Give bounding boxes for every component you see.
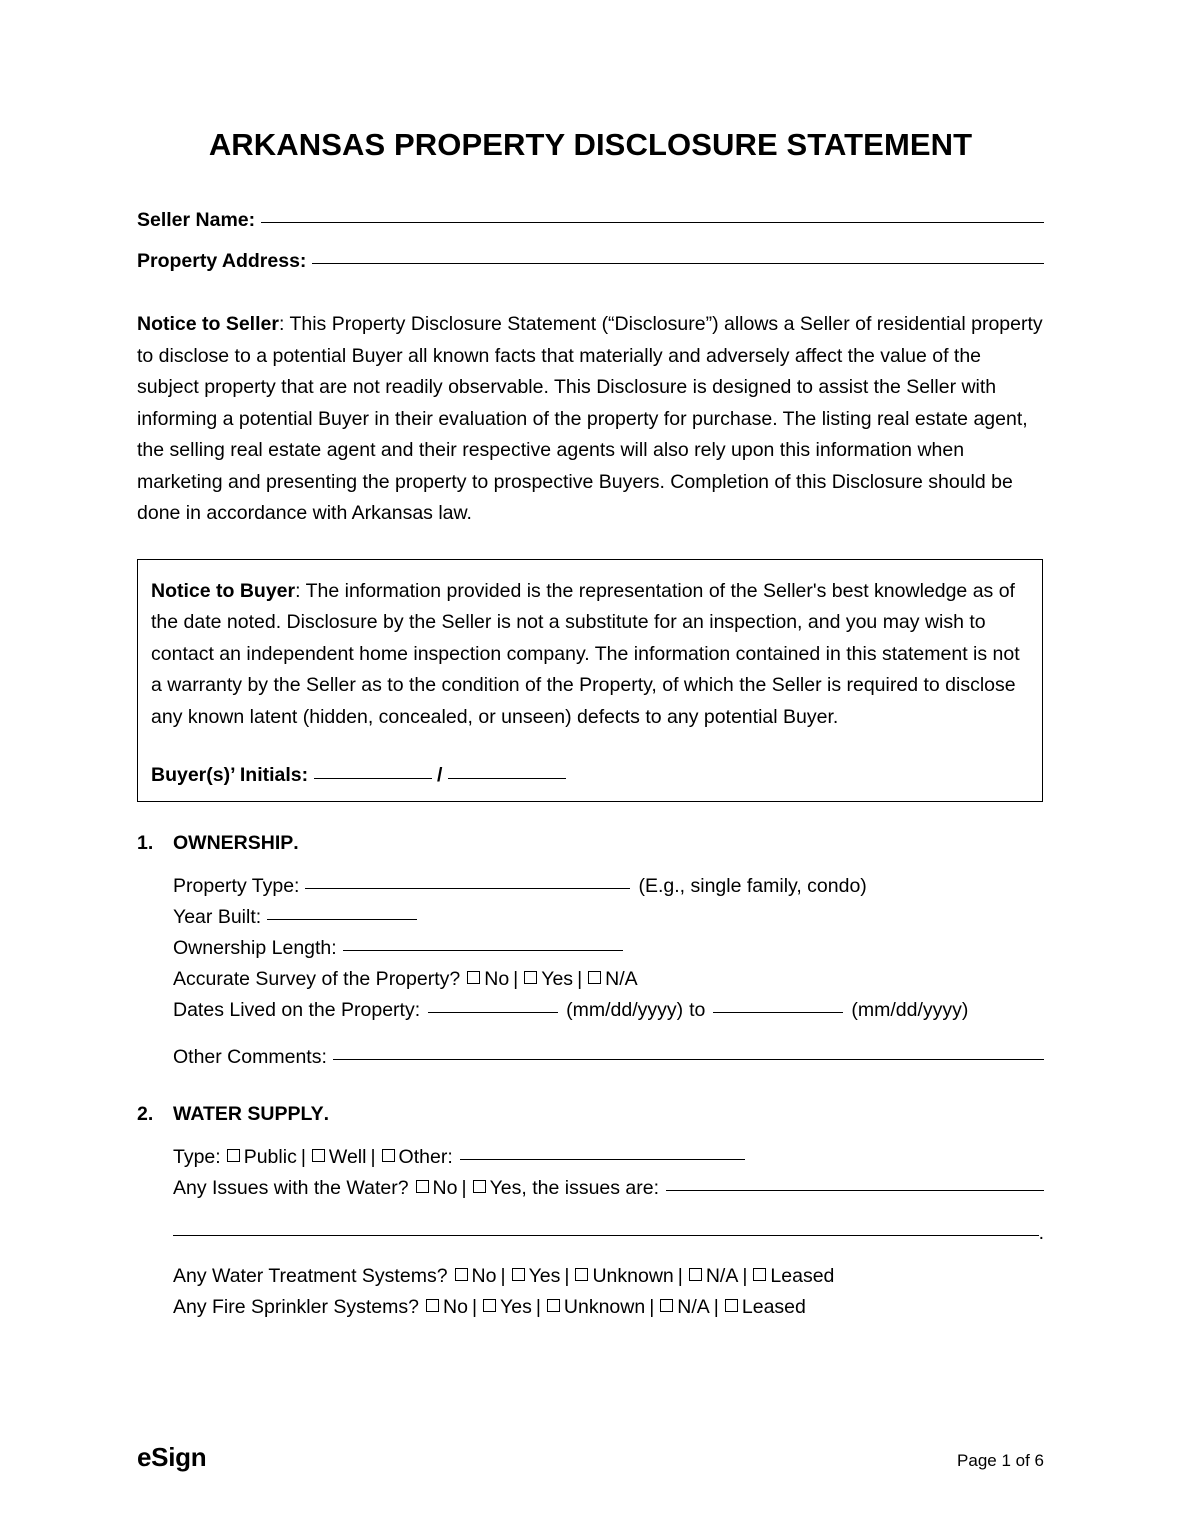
checkbox-treatment-yes[interactable] — [512, 1268, 525, 1281]
buyer-initials-input-2[interactable] — [448, 778, 566, 779]
page-footer — [137, 1442, 1044, 1473]
notice-to-buyer-label: Notice to Buyer — [151, 579, 296, 602]
checkbox-sprinkler-no[interactable] — [426, 1299, 439, 1312]
buyer-initials-row — [151, 764, 1028, 787]
separator-pipe: | — [677, 1265, 683, 1288]
sprinkler-option-unknown: Unknown — [563, 1296, 646, 1319]
ownership-length-input[interactable] — [343, 950, 623, 951]
water-type-other-input[interactable] — [460, 1159, 745, 1160]
water-type-label: Type: — [173, 1146, 221, 1169]
dates-lived-label: Dates Lived on the Property: — [173, 999, 421, 1022]
year-built-label: Year Built: — [173, 906, 262, 929]
dates-to-label: to — [689, 999, 706, 1022]
other-comments-row — [173, 1042, 1044, 1073]
dates-lived-start-input[interactable] — [428, 1012, 558, 1013]
dates-format-hint-1: (mm/dd/yyyy) — [566, 999, 684, 1022]
sprinkler-option-yes: Yes — [500, 1296, 532, 1319]
other-comments-label: Other Comments: — [173, 1046, 327, 1069]
section-ownership-number: 1. — [137, 832, 154, 855]
dates-lived-row — [173, 995, 1044, 1026]
water-type-option-public: Public — [243, 1146, 297, 1169]
checkbox-survey-yes[interactable] — [524, 971, 537, 984]
seller-name-row — [137, 209, 1044, 232]
checkbox-water-type-well[interactable] — [312, 1149, 325, 1162]
checkbox-treatment-na[interactable] — [689, 1268, 702, 1281]
water-issues-option-no: No — [432, 1177, 458, 1200]
section-ownership-heading — [137, 832, 1044, 855]
water-issues-row — [173, 1173, 1044, 1204]
property-type-row — [173, 871, 1044, 902]
notice-to-seller-paragraph — [137, 309, 1044, 530]
treatment-option-leased: Leased — [770, 1265, 835, 1288]
seller-name-label: Seller Name: — [137, 209, 256, 232]
year-built-input[interactable] — [267, 919, 417, 920]
notice-to-seller-body: : This Property Disclosure Statement (“Disclosure”) allows a Seller of residential property to disclose to a potential Buyer all known facts that materially and adversely affect the value of the subject property that are not readily observable. This Disclosure is designed to assist the Seller with informing a potential Buyer in their evaluation of the property for purchase. The listing real estate agent, the selling real estate agent and their respective agents will also rely upon this information when marketing and presenting the property to prospective Buyers. Completion of this Disclosure should be done in accordance with Arkansas law. — [137, 313, 1043, 525]
checkbox-water-issues-yes[interactable] — [473, 1180, 486, 1193]
checkbox-water-type-public[interactable] — [227, 1149, 240, 1162]
page-title: ARKANSAS PROPERTY DISCLOSURE STATEMENT — [208, 127, 973, 162]
water-issues-row-continued — [173, 1218, 1044, 1249]
section-water-supply-heading — [137, 1103, 1044, 1126]
treatment-option-no: No — [471, 1265, 497, 1288]
property-address-row — [137, 250, 1044, 273]
dates-format-hint-2: (mm/dd/yyyy) — [851, 999, 969, 1022]
separator-pipe: | — [713, 1296, 719, 1319]
water-type-option-other: Other: — [398, 1146, 453, 1169]
separator-pipe: | — [513, 968, 519, 991]
survey-option-no: No — [484, 968, 510, 991]
checkbox-sprinkler-unknown[interactable] — [547, 1299, 560, 1312]
checkbox-treatment-unknown[interactable] — [575, 1268, 588, 1281]
property-type-input[interactable] — [305, 888, 630, 889]
section-ownership — [137, 832, 1044, 1073]
property-type-hint: (E.g., single family, condo) — [638, 875, 867, 898]
separator-pipe: | — [742, 1265, 748, 1288]
esign-logo: eSign — [137, 1442, 207, 1472]
water-treatment-label: Any Water Treatment Systems? — [173, 1265, 448, 1288]
separator-pipe: | — [577, 968, 583, 991]
water-issues-end-period: . — [1038, 1222, 1044, 1245]
dates-lived-end-input[interactable] — [713, 1012, 843, 1013]
section-water-supply-number: 2. — [137, 1103, 154, 1126]
treatment-option-na: N/A — [705, 1265, 739, 1288]
notice-to-buyer-body: : The information provided is the representation of the Seller's best knowledge as of the date noted. Disclosure by the Seller is not a substitute for an inspection, and you may wish to contact an independent home inspection company. The information contained in this statement is not a warranty by the Seller as to the condition of the Property, of which the Seller is required to disclose any known latent (hidden, concealed, or unseen) defects to any potential Buyer. — [151, 579, 1020, 728]
buyer-initials-label: Buyer(s)’ Initials: — [151, 764, 309, 787]
survey-option-yes: Yes — [541, 968, 574, 991]
separator-pipe: | — [461, 1177, 467, 1200]
separator-pipe: | — [564, 1265, 570, 1288]
sprinkler-option-na: N/A — [677, 1296, 710, 1319]
survey-option-na: N/A — [605, 968, 638, 991]
section-water-supply — [137, 1103, 1044, 1323]
water-issues-label: Any Issues with the Water? — [173, 1177, 409, 1200]
property-type-label: Property Type: — [173, 875, 300, 898]
buyer-initials-input-1[interactable] — [314, 778, 432, 779]
property-address-label: Property Address: — [137, 250, 307, 273]
separator-pipe: | — [471, 1296, 478, 1319]
section-water-supply-title: WATER SUPPLY — [173, 1103, 324, 1126]
checkbox-survey-na[interactable] — [588, 971, 601, 984]
checkbox-sprinkler-na[interactable] — [660, 1299, 673, 1312]
water-type-option-well: Well — [328, 1146, 367, 1169]
page-content — [137, 0, 1044, 1323]
separator-pipe: | — [370, 1146, 376, 1169]
checkbox-survey-no[interactable] — [467, 971, 480, 984]
fire-sprinkler-label: Any Fire Sprinkler Systems? — [173, 1296, 419, 1319]
checkbox-water-issues-no[interactable] — [416, 1180, 429, 1193]
page-number: Page 1 of 6 — [957, 1451, 1044, 1470]
property-address-input[interactable] — [312, 263, 1044, 264]
checkbox-sprinkler-yes[interactable] — [483, 1299, 496, 1312]
sprinkler-option-no: No — [443, 1296, 468, 1319]
seller-name-input[interactable] — [261, 222, 1044, 223]
separator-pipe: | — [300, 1146, 306, 1169]
accurate-survey-label: Accurate Survey of the Property? — [173, 968, 461, 991]
treatment-option-yes: Yes — [528, 1265, 561, 1288]
separator-pipe: | — [649, 1296, 655, 1319]
ownership-length-row — [173, 933, 1044, 964]
separator-pipe: | — [535, 1296, 541, 1319]
treatment-option-unknown: Unknown — [592, 1265, 674, 1288]
notice-to-seller-label: Notice to Seller — [137, 313, 279, 336]
checkbox-sprinkler-leased[interactable] — [725, 1299, 738, 1312]
notice-to-buyer-paragraph — [151, 576, 1028, 734]
section-ownership-period: . — [293, 832, 299, 855]
notice-to-buyer-box — [137, 559, 1043, 803]
checkbox-treatment-no[interactable] — [455, 1268, 468, 1281]
sprinkler-option-leased: Leased — [741, 1296, 806, 1319]
checkbox-treatment-leased[interactable] — [753, 1268, 766, 1281]
section-water-supply-body — [173, 1142, 1044, 1323]
fire-sprinkler-row — [173, 1292, 1044, 1323]
spacer — [173, 1026, 1044, 1042]
water-issues-input-line-1[interactable] — [666, 1190, 1044, 1191]
accurate-survey-row — [173, 964, 1044, 995]
water-treatment-row — [173, 1261, 1044, 1292]
section-ownership-body — [173, 871, 1044, 1073]
separator-pipe: | — [500, 1265, 506, 1288]
buyer-initials-separator: / — [436, 764, 443, 787]
other-comments-input[interactable] — [333, 1059, 1044, 1060]
checkbox-water-type-other[interactable] — [382, 1149, 395, 1162]
year-built-row — [173, 902, 1044, 933]
water-type-row — [173, 1142, 1044, 1173]
section-water-supply-period: . — [323, 1103, 330, 1126]
section-ownership-title: OWNERSHIP — [173, 832, 294, 855]
ownership-length-label: Ownership Length: — [173, 937, 337, 960]
water-issues-input-line-2[interactable] — [173, 1235, 1039, 1236]
water-issues-option-yes: Yes, the issues are: — [489, 1177, 660, 1200]
